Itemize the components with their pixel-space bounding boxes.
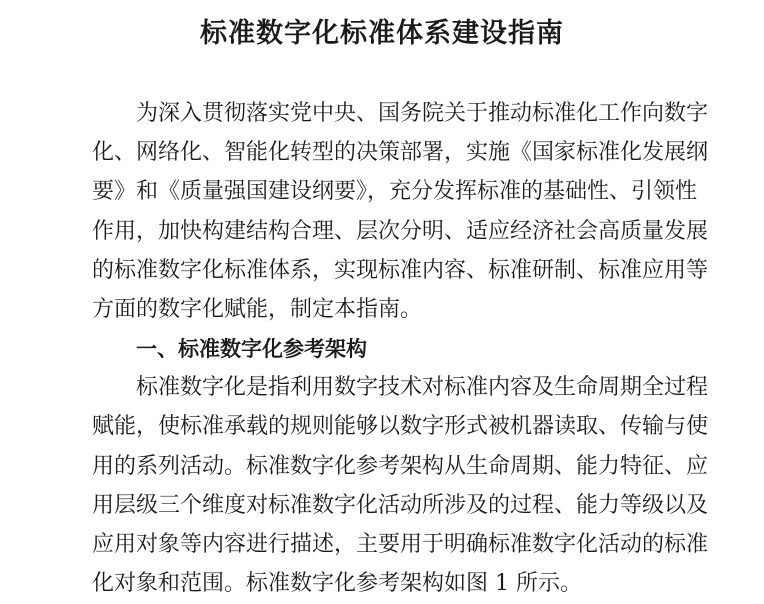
paragraph-line: 方面的数字化赋能，制定本指南。 [92, 296, 423, 322]
paragraph-line: 为深入贯彻落实党中央、国务院关于推动标准化工作向数字 [136, 101, 709, 126]
paragraph-line: 标准数字化是指利用数字技术对标准内容及生命周期全过程 [136, 375, 709, 401]
paragraph-line: 作用，加快构建结构合理、层次分明、适应经济社会高质量发展 [92, 218, 709, 244]
paragraph-line: 要》和《质量强国建设纲要》，充分发挥标准的基础性、引领性 [92, 179, 698, 205]
paragraph-line: 化、网络化、智能化转型的决策部署，实施《国家标准化发展纲 [92, 140, 709, 166]
paragraph-line: 应用对象等内容进行描述，主要用于明确标准数字化活动的标准 [92, 531, 709, 557]
paragraph-line: 的标准数字化标准体系，实现标准内容、标准研制、标准应用等 [92, 257, 709, 283]
paragraph-line: 用的系列活动。标准数字化参考架构从生命周期、能力特征、应 [92, 453, 709, 479]
document-title: 标准数字化标准体系建设指南 [200, 18, 564, 49]
section-heading: 一、标准数字化参考架构 [136, 337, 367, 361]
paragraph-line: 用层级三个维度对标准数字化活动所涉及的过程、能力等级以及 [92, 492, 709, 518]
paragraph-line: 赋能，使标准承载的规则能够以数字形式被机器读取、传输与使 [92, 414, 709, 440]
paragraph-line: 化对象和范围。标准数字化参考架构如图 1 所示。 [92, 571, 582, 596]
